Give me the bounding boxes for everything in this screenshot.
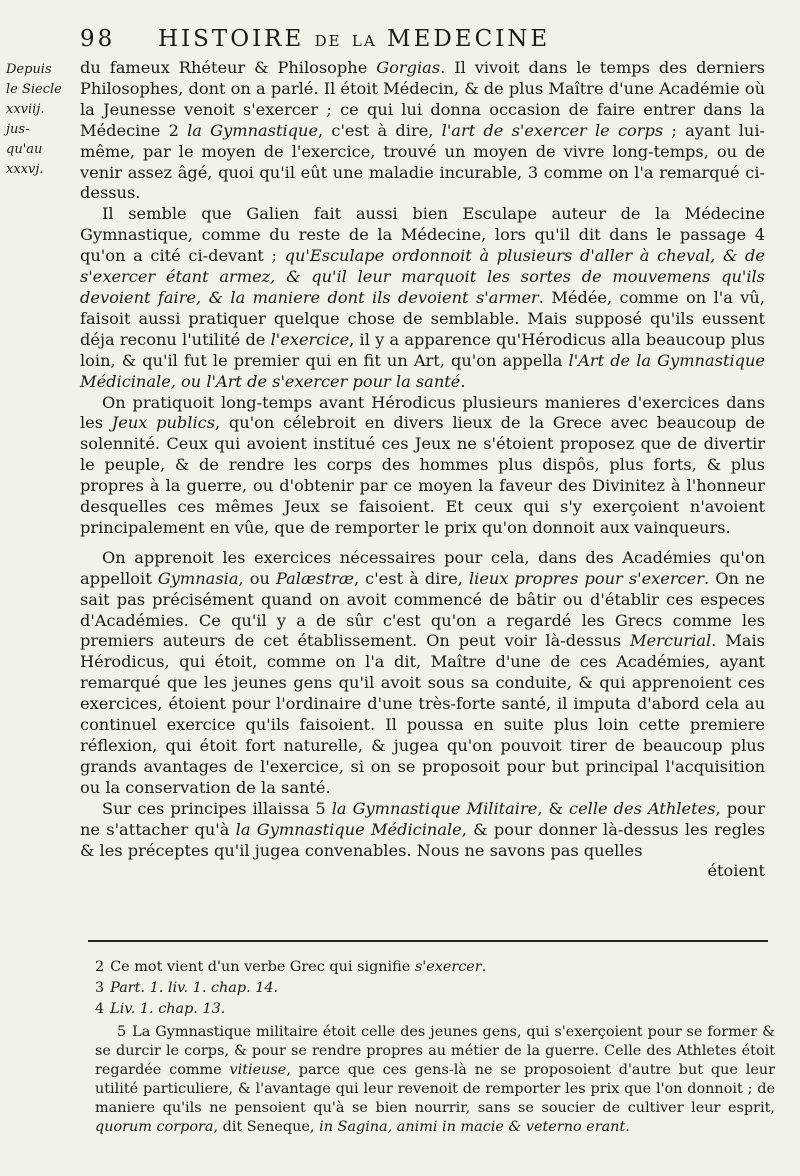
footnote-rule <box>88 940 768 942</box>
paragraph: On pratiquoit long-temps avant Hérodicus plusieurs manieres d'exercices dans les Jeux publics, qu'on célebroit en divers lieux de la Grece avec beaucoup de solennité. Ceux qui avoient institué ces Jeux ne s'étoient proposez que de divertir le peuple, & de rendre les corps des hommes plus dispôs, plus forts, & plus propres à la guerre, ou d'obtenir par ce moyen la faveur des Divinitez à l'honneur desquelles ces mêmes Jeux se faisoient. Et ceux qui s'y exerçoient n'avoient principalement en vûe, que de remporter le prix qu'on donnoit aux vainqueurs. <box>80 392 765 537</box>
margin-note <box>6 60 76 180</box>
margin-note-line: xxviij. <box>6 102 45 117</box>
margin-note-line: xxxvj. <box>6 162 44 177</box>
paragraph: Il semble que Galien fait aussi bien Esculape auteur de la Médecine Gymnastique, comme du reste de la Médecine, lors qu'il dit dans le passage 4 qu'on a cité ci-devant ; qu'Esculape ordonnoit à plusieurs d'aller à cheval, & de s'exercer étant armez, & qu'il leur marquoit les sortes de mouvemens qu'ils devoient faire, & la maniere dont ils devoient s'armer. Médée, comme on l'a vû, faisoit aussi pratiquer quelque chose de semblable. Mais supposé qu'ils eussent déja reconu l'utilité de l'exercice, il y a apparence qu'Hérodicus alla beaucoup plus loin, & qu'il fut le premier qui en fit un Art, qu'on appella l'Art de la Gymnastique Médicinale, ou l'Art de s'exercer pour la santé. <box>80 204 766 391</box>
paragraph: du fameux Rhéteur & Philosophe Gorgias. Il vivoit dans le temps des derniers Philosophes, dont on a parlé. Il étoit Médecin, & de plus Maître d'une Académie où la Jeunesse venoit s'exercer ; ce qui lui donna occasion de faire entrer dans la Médecine 2 la Gymnastique, c'est à dire, l'art de s'exercer le corps ; ayant lui-même, par le moyen de l'exercice, trouvé un moyen de vivre long-temps, ou de venir assez âgé, quoi qu'il eût une maladie incurable, 3 comme on l'a remarqué ci-dessus. <box>80 58 765 203</box>
catchword: étoient <box>707 861 765 881</box>
margin-note-line: le Siecle <box>6 82 62 97</box>
running-header <box>68 26 778 56</box>
margin-note-line: jus- <box>6 122 30 137</box>
main-text <box>80 58 765 882</box>
paragraph: On apprenoit les exercices nécessaires pour cela, dans des Académies qu'on appelloit Gymnasia, ou Palæstræ, c'est à dire, lieux propres pour s'exercer. On ne sait pas précisément quand on avoit commencé de bâtir ou d'établir ces especes d'Académies. Ce qu'il y a de sûr c'est qu'on a regardé les Grecs comme les premiers auteurs de cet établissement. On peut voir là-dessus Mercurial. Mais Hérodicus, qui étoit, comme on l'a dit, Maître d'une de ces Académies, ayant remarqué que les jeunes gens qu'il avoit sous sa conduite, & qui apprenoient ces exercices, étoient pour l'ordinaire d'une très-forte santé, il imputa d'abord cela au continuel exercice qu'ils faisoient. Il poussa en suite plus loin cette premiere réflexion, qui étoit fort naturelle, & jugea qu'on pouvoit tirer de beaucoup plus grands avantages de l'exercice, si on se proposoit pour but principal l'acquisition ou la conservation de la santé. <box>80 547 766 797</box>
footnote: 3 Part. 1. liv. 1. chap. 14. <box>95 980 279 996</box>
running-title: HISTOIRE DE LA MEDECINE <box>158 26 551 52</box>
footnote: 4 Liv. 1. chap. 13. <box>95 1001 226 1017</box>
footnotes <box>95 958 775 1137</box>
margin-note-line: Depuis <box>6 62 52 77</box>
margin-note-line: qu'au <box>6 142 43 157</box>
paragraph: Sur ces principes illaissa 5 la Gymnastique Militaire, & celle des Athletes, pour ne s'attacher qu'à la Gymnastique Médicinale, & pour donner là-dessus les regles & les préceptes qu'il jugea convenables. Nous ne savons pas quelles étoient <box>80 798 766 881</box>
footnote: 2 Ce mot vient d'un verbe Grec qui signifie s'exercer. <box>95 959 487 975</box>
footnote: 5 La Gymnastique militaire étoit celle des jeunes gens, qui s'exerçoient pour se former & se durcir le corps, & pour se rendre propres au métier de la guerre. Celle des Athletes étoit regardée comme vitieuse, parce que ces gens-là ne se proposoient d'autre but que leur utilité particuliere, & l'avantage qui leur revenoit de remporter les prix que l'on donnoit ; de maniere qu'ils ne pensoient qu'à se bien nourrir, sans se soucier de cultiver leur esprit, quorum corpora, dit Seneque, in Sagina, animi in macie & veterno erant. <box>95 1024 775 1135</box>
page-number: 98 <box>80 26 116 52</box>
